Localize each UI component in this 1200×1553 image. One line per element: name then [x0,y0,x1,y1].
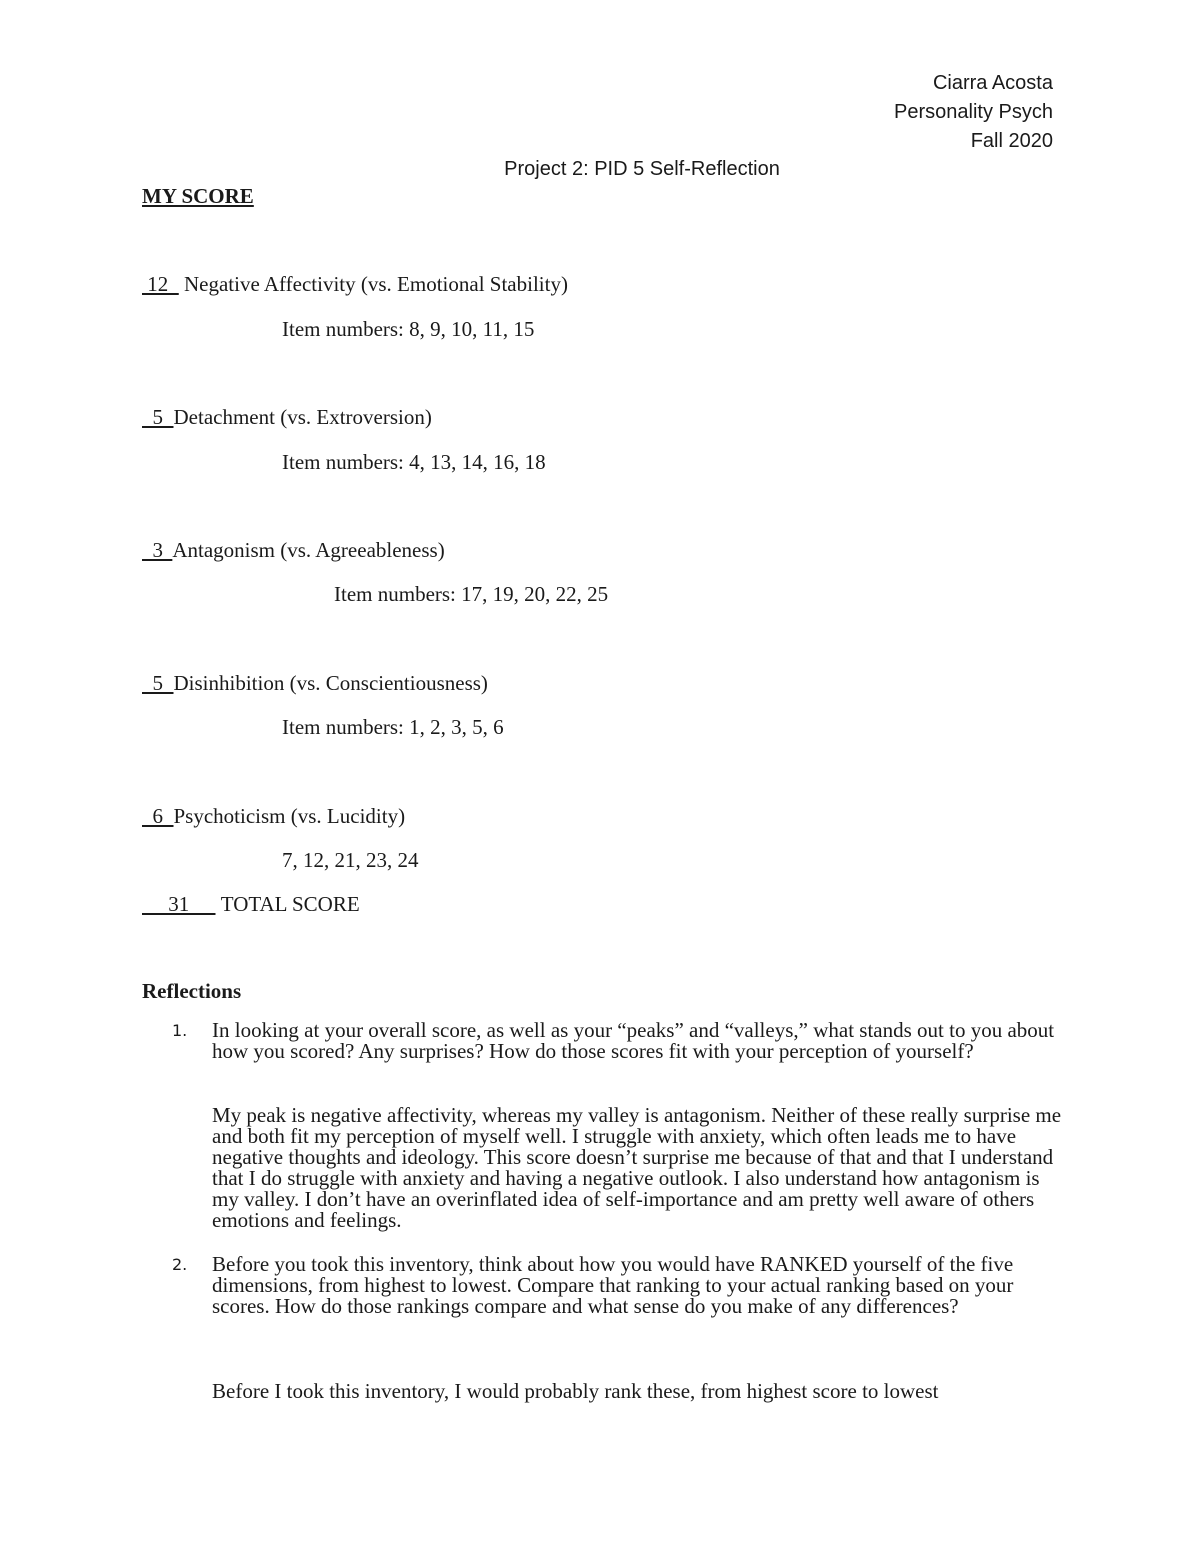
score-value: 3 [142,538,173,562]
score-value: 5 [142,405,174,429]
answer-text: My peak is negative affectivity, whereas my valley is antagonism. Neither of these really surprise me and both fit my perception of myself well. I struggle with anxiety, which often leads me to have negative thoughts and ideology. This score doesn’t surprise me because of that and that I understand that I do struggle with anxiety and having a negative outlook. I also understand how antagonism is my valley. I don’t have an overinflated idea of self-importance and am pretty well aware of others emotions and feelings. [212,1103,1062,1232]
score-value: 6 [142,804,174,828]
question-number: 2. [172,1255,188,1274]
score-row-antagonism [142,538,445,563]
question-1 [142,1020,1062,1062]
question-text: Before you took this inventory, think about how you would have RANKED yourself of the five dimensions, from highest to lowest. Compare that ranking to your actual ranking based on your scores. How do those rankings compare and what sense do you make of any differences? [212,1252,1014,1318]
score-row-detachment [142,405,432,430]
item-numbers-disinhibition: Item numbers: 1, 2, 3, 5, 6 [282,715,504,739]
answer-text: Before I took this inventory, I would probably rank these, from highest score to lowest [212,1379,939,1403]
score-label: Negative Affectivity (vs. Emotional Stability) [178,272,568,296]
question-text: In looking at your overall score, as well as your “peaks” and “valleys,” what stands out to you about how you scored? Any surprises? How do those scores fit with your perception of yourself? [212,1018,1055,1063]
score-label: Antagonism (vs. Agreeableness) [172,538,445,562]
score-value: 5 [142,671,174,695]
question-number: 1. [172,1021,188,1040]
question-2 [142,1254,1062,1317]
total-score-label: TOTAL SCORE [220,892,360,916]
total-score-value: 31 [142,892,216,916]
score-label: Psychoticism (vs. Lucidity) [173,804,406,828]
reflections-heading: Reflections [142,979,242,1003]
item-numbers-antagonism: Item numbers: 17, 19, 20, 22, 25 [334,582,609,606]
score-row-disinhibition [142,671,488,696]
score-label: Detachment (vs. Extroversion) [173,405,432,429]
item-numbers-negative-affectivity: Item numbers: 8, 9, 10, 11, 15 [282,317,535,341]
course-name: Personality Psych [894,101,1053,123]
item-numbers-detachment: Item numbers: 4, 13, 14, 16, 18 [282,450,546,474]
score-row-negative-affectivity [142,272,568,297]
document-title: Project 2: PID 5 Self-Reflection [504,158,780,180]
item-numbers-psychoticism: 7, 12, 21, 23, 24 [282,848,419,872]
term: Fall 2020 [970,130,1053,152]
author-name: Ciarra Acosta [932,72,1053,94]
answer-2 [142,1381,1062,1402]
score-row-psychoticism [142,804,405,829]
answer-1 [142,1105,1062,1231]
total-score-row [142,892,360,917]
my-score-heading: MY SCORE [142,184,254,208]
score-label: Disinhibition (vs. Conscientiousness) [173,671,488,695]
score-value: 12 [142,272,179,296]
